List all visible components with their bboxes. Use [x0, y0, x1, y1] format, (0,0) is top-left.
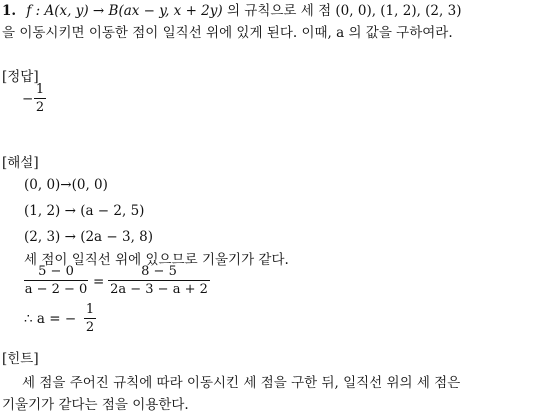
problem-mapping: f : A(x, y) → B(ax − y, x + 2y) [26, 3, 223, 19]
therefore-line: ∴ a = − [24, 311, 77, 327]
solution-line-2: (1, 2) → (a − 2, 5) [24, 203, 145, 219]
answer-fraction-bar [34, 98, 46, 99]
answer-numerator: 1 [35, 82, 45, 97]
therefore-fraction [84, 302, 96, 335]
eq-left-fraction [24, 264, 88, 297]
problem-line-1 [2, 2, 461, 20]
problem-number: 1. [2, 3, 17, 19]
hint-line-2: 기울기가 같다는 점을 이용한다. [2, 397, 189, 413]
solution-line-3: (2, 3) → (2a − 3, 8) [24, 229, 154, 245]
therefore-denominator: 2 [85, 320, 95, 335]
therefore-bar [84, 318, 96, 319]
solution-line-1: (0, 0)→(0, 0) [24, 177, 108, 193]
eq-right-bar [108, 280, 210, 281]
answer-fraction [34, 82, 46, 115]
therefore-numerator: 1 [85, 302, 95, 317]
eq-left-numerator: 5 − 0 [38, 264, 74, 279]
eq-equals: = [93, 274, 105, 290]
eq-left-denominator: a − 2 − 0 [24, 282, 88, 297]
eq-right-fraction [108, 264, 210, 297]
answer-label: [정답] [2, 69, 39, 85]
hint-label: [힌트] [2, 351, 39, 367]
eq-left-bar [24, 280, 88, 281]
answer-sign: − [22, 91, 34, 107]
eq-right-denominator: 2a − 3 − a + 2 [110, 282, 208, 297]
solution-line-4: 세 점이 일직선 위에 있으므로 기울기가 같다. [24, 252, 289, 268]
problem-line-1-text: 의 규칙으로 세 점 (0, 0), (1, 2), (2, 3) [222, 3, 462, 19]
eq-right-numerator: 8 − 5 [141, 264, 177, 279]
problem-line-2: 을 이동시키면 이동한 점이 일직선 위에 있게 된다. 이때, a 의 값을 구하여라. [2, 25, 453, 41]
solution-label: [해설] [2, 155, 39, 171]
answer-denominator: 2 [35, 100, 45, 115]
hint-line-1: 세 점을 주어진 규칙에 따라 이동시킨 세 점을 구한 뒤, 일직선 위의 세 점은 [22, 375, 461, 391]
